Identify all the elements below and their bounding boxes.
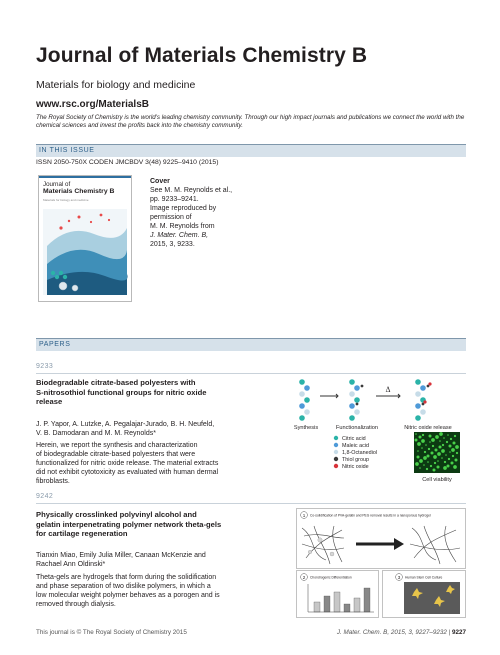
cell [443,437,445,439]
cell-micrograph [404,582,460,614]
cell [425,444,427,446]
cell [415,433,417,435]
cell [450,438,452,440]
footer-copyright: This journal is © The Royal Society of Chemistry 2015 [36,629,187,636]
cell [453,465,457,469]
nitric-oxide [423,400,426,403]
paper-authors-line: Tianxin Miao, Emily Julia Miller, Canaan McKenzie and [36,552,206,559]
cell [434,462,436,464]
cell [421,439,425,443]
polymer-bead [415,391,421,397]
cell [419,459,423,463]
cover-line7: 2015, 3, 9233. [150,241,195,248]
bar [364,588,370,612]
cell [439,446,442,449]
cell [437,460,439,462]
paper-authors [36,551,281,569]
cell [429,435,432,438]
footer-page-number: 9227 [451,629,466,636]
cell [445,454,447,456]
polymer-bead [349,391,355,397]
paper-title-line: release [36,397,63,407]
step1-panel [297,509,466,569]
nitric-oxide [428,382,431,385]
cell [449,451,451,453]
cell [455,459,458,462]
polymer-bead [299,415,305,421]
legend-swatch [334,450,338,454]
paper-title-line: Biodegradable citrate-based polyesters with [36,378,196,387]
journal-title: Journal of Materials Chemistry B [36,44,368,67]
paper-1-graphic [290,374,466,490]
polymer-bead [415,379,421,385]
paper-abstract-line: and phase separation of two dislike polymers, in which a [36,583,211,590]
cell [437,452,441,456]
label-release: Nitric oxide release [404,425,452,431]
cover-thumb-line2: Materials Chemistry B [43,188,115,195]
cell-viability-image [414,432,460,473]
cover-line4: permission of [150,214,192,221]
in-this-issue-heading: IN THIS ISSUE [39,147,95,154]
paper-title-line: gelatin interpenetrating polymer network theta-gels [36,519,222,529]
paper-abstract [36,573,281,609]
paper-abstract-line: Theta-gels are hydrogels that form during the solidification [36,574,217,581]
cover-heading: Cover [150,178,170,185]
scheme-legend [334,436,377,470]
bar [324,596,330,612]
paper-abstract-line: removed through dialysis. [36,601,116,608]
cell [419,467,421,469]
paper-divider [36,503,466,504]
cell [437,466,440,469]
cell [433,455,437,459]
cell [417,442,421,446]
cover-thumb-line1: Journal of [43,181,71,188]
cell [441,449,445,453]
paper-abstract [36,441,281,486]
legend-swatch [334,457,338,461]
cell [451,462,454,465]
paper-title-line: S-nitrosothiol functional groups for nitric oxide [36,387,207,397]
cell [424,451,426,453]
step3-text: Human Stem Cell Culture [405,575,443,580]
cell [427,461,429,463]
cover-thumb-tag: Materials for biology and medicine [43,198,89,202]
polymer-bead [349,415,355,421]
paper-authors-line: J. P. Yapor, A. Lutzke, A. Pegalajar-Jurado, B. H. Neufeld, [36,421,215,428]
cell [449,445,452,448]
cell [441,457,443,459]
cell [439,440,441,442]
step3-number: 3 [397,575,401,580]
issn-line: ISSN 2050-750X CODEN JMCBDV 3(48) 9225–9410 (2015) [36,159,219,166]
cover-line6: J. Mater. Chem. B, [150,232,209,239]
cell [426,468,428,470]
paper-abstract-line: did not exhibit cytotoxicity as evaluated with human dermal [36,469,219,476]
legend-swatch [334,464,338,468]
legend-label: 1,8-Octanediol [342,450,378,456]
rsc-blurb: The Royal Society of Chemistry is the world’s leading chemistry community. Through our high impact journals and publications we connect the world with the chemical sciences and invest the profits back into the chemistry community. [36,114,465,130]
journal-subtitle: Materials for biology and medicine [36,79,196,91]
cell [435,449,438,452]
paper-authors-line: Rachael Ann Oldinski* [36,561,106,568]
thiol-group [361,385,364,388]
cover-line5: M. M. Reynolds from [150,223,215,230]
cell [443,466,447,470]
in-this-issue-bar [36,144,466,157]
label-functionalization: Functionalization [336,425,378,431]
bar [354,598,360,612]
polymer-bead [299,403,305,409]
polymer-bead [304,397,310,403]
cover-art [39,176,131,301]
cell [453,442,456,445]
legend-label: Nitric oxide [342,464,369,470]
cell [455,445,459,449]
cell [452,455,454,457]
cell [432,445,434,447]
polymer-bead [354,385,360,391]
papers-heading: PAPERS [39,341,71,348]
footer-separator: | [448,629,451,636]
paper-abstract-line: of biodegradable citrate-based polyesters that were [36,451,196,458]
paper-abstract-line: fibroblasts. [36,478,70,485]
cell [431,452,434,455]
cell [419,436,422,439]
scheme-arrow [320,394,400,398]
polymer-bead [415,403,421,409]
heat-symbol: Δ [385,386,391,394]
footer-citation-block [286,629,466,636]
polymer-bead [415,415,421,421]
cell [421,447,423,449]
paper-title-line: for cartilage regeneration [36,529,128,539]
polymer-bead [354,409,360,415]
bar [334,592,340,612]
cover-line1: See M. M. Reynolds et al., [150,187,233,194]
cell [442,444,444,446]
polymer-bead [420,409,426,415]
cell [423,456,427,460]
polymer-bead [354,397,360,403]
paper-page-number[interactable]: 9233 [36,363,54,370]
journal-url[interactable]: www.rsc.org/MaterialsB [36,99,149,110]
cell [417,456,420,459]
cell [444,461,446,463]
step1-number: 1 [302,513,306,518]
polymer-scheme [290,374,466,490]
cell [446,441,448,443]
thiol-group [356,403,359,406]
step2-number: 2 [302,575,306,580]
cell [428,448,430,450]
cell [451,448,455,452]
cell [454,435,456,437]
legend-label: Maleic acid [342,443,369,449]
synthesis-chain [299,379,310,421]
cell [430,465,432,467]
cell [433,469,436,472]
release-chain [415,379,431,421]
polymer-bead [304,409,310,415]
polymer-bead [299,379,305,385]
label-synthesis: Synthesis [293,425,319,431]
bar [314,602,320,612]
cell [435,435,439,439]
cell [447,434,449,436]
cell [415,462,419,466]
cell [439,432,443,436]
cover-line3: Image reproduced by [150,205,217,212]
paper-page-number[interactable]: 9242 [36,493,54,500]
polymer-bead [349,379,355,385]
legend-swatch [334,436,338,440]
paper-title[interactable] [36,378,281,407]
legend-label: Thiol group [342,457,369,463]
paper-authors-line: V. B. Damodaran and M. M. Reynolds* [36,430,156,437]
step1-text: Co-solidification of PVA-gelatin and PEG removal results in a nanoporous hydrogel [310,513,431,518]
cell [429,441,431,443]
paper-abstract-line: functionalized for nitric oxide release. The material extracts [36,460,219,467]
cell [415,439,418,442]
paper-abstract-line: low molecular weight polymer behaves as a porogen and is [36,592,220,599]
cell [417,450,419,452]
cover-line2: pp. 9233–9241. [150,196,199,203]
paper-title[interactable] [36,510,281,539]
cell [448,458,450,460]
legend-label: Citric acid [342,436,366,442]
legend-swatch [334,443,338,447]
bar [344,604,350,612]
paper-2-graphic [296,508,466,618]
papers-bar [36,338,466,351]
cell [447,465,450,468]
cell [456,452,458,454]
cover-thumbnail[interactable] [38,175,132,302]
paper-authors [36,420,281,438]
cell [427,455,430,458]
polymer-bead [304,385,310,391]
paper-title-line: Physically crosslinked polyvinyl alcohol and [36,510,197,519]
label-cell-viability: Cell viability [422,477,452,483]
theta-gel-scheme [296,508,466,618]
polymer-bead [299,391,305,397]
cell [422,434,424,436]
polymer-bead [420,385,426,391]
cover-caption [150,177,232,249]
cell [431,438,435,442]
footer-citation: J. Mater. Chem. B, 2015, 3, 9227–9232 [336,629,447,636]
paper-abstract-line: Herein, we report the synthesis and characterization [36,442,198,449]
functionalization-chain [349,379,363,421]
polymer-bead [349,403,355,409]
cell [423,464,425,466]
step2-text: Chondrogenic Differentiation [310,575,352,580]
